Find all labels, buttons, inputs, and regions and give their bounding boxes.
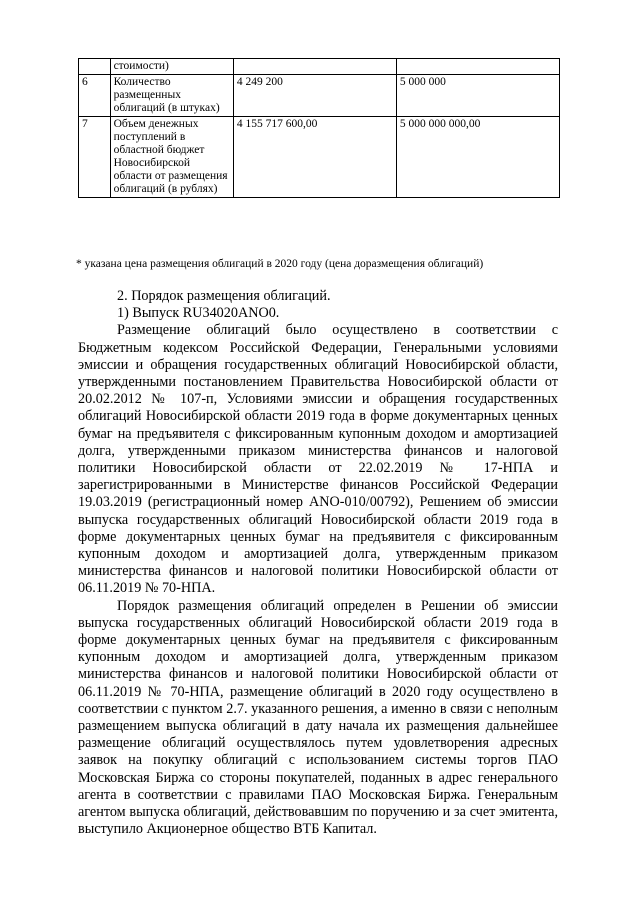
placement-results-table <box>78 58 560 198</box>
row-number <box>79 59 111 75</box>
table-row <box>79 59 560 75</box>
row-value-plan: 5 000 000 <box>396 75 559 117</box>
row-value-2020 <box>233 59 396 75</box>
section-body <box>78 288 558 839</box>
table-footnote: * указана цена размещения облигаций в 2020 году (цена доразмещения облигаций) <box>76 258 484 270</box>
table-row <box>79 75 560 117</box>
row-value-2020: 4 249 200 <box>233 75 396 117</box>
row-value-plan <box>396 59 559 75</box>
paragraph: Размещение облигаций было осуществлено в соответствии с Бюджетным кодексом Российской Федерации, Генеральными условиями эмиссии и обращения государственных облигаций Новосибирской области, утвержденными постановлением Правительства Новосибирской области от 20.02.2012 № 107-п, Условиями эмиссии и обращения государственных облигаций Новосибирской области 2019 года в форме документарных ценных бумаг на предъявителя с фиксированным купонным доходом и амортизацией долга, утвержденными приказом министерства финансов и налоговой политики Новосибирской области от 22.02.2019 № 17-НПА и зарегистрированными в Министерстве финансов Российской Федерации 19.03.2019 (регистрационный номер ANO-010/00792), Решением об эмиссии выпуска государственных облигаций Новосибирской области 2019 года в форме документарных ценных бумаг на предъявителя с фиксированным купонным доходом и амортизацией долга, утвержденным приказом министерства финансов и налоговой политики Новосибирской области от 06.11.2019 № 70-НПА. <box>78 322 558 597</box>
row-number: 6 <box>79 75 111 117</box>
row-value-plan: 5 000 000 000,00 <box>396 117 559 198</box>
paragraph: Порядок размещения облигаций определен в Решении об эмиссии выпуска государственных облигаций Новосибирской области 2019 года в форме документарных ценных бумаг на предъявителя с фиксированным купонным доходом и амортизацией долга, утвержденным приказом министерства финансов и налоговой политики Новосибирской области от 06.11.2019 № 70-НПА, размещение облигаций в 2020 году осуществлено в соответствии с пунктом 2.7. указанного решения, а именно в связи с неполным размещением выпуска облигаций в дату начала их размещения дальнейшее размещение облигаций осуществлялось путем удовлетворения адресных заявок на покупку облигаций с использованием системы торгов ПАО Московская Биржа со стороны покупателей, поданных в адрес генерального агента в соответствии с правилами ПАО Московская Биржа. Генеральным агентом выпуска облигаций, действовавшим по поручению и за счет эмитента, выступило Акционерное общество ВТБ Капитал. <box>78 597 558 838</box>
issue-subheading: 1) Выпуск RU34020ANO0. <box>117 305 280 322</box>
row-indicator: Количество размещенных облигаций (в штуках) <box>110 75 233 117</box>
row-number: 7 <box>79 117 111 198</box>
row-indicator: стоимости) <box>110 59 233 75</box>
row-indicator: Объем денежных поступлений в областной бюджет Новосибирской области от размещения облигаций (в рублях) <box>110 117 233 198</box>
table-row <box>79 117 560 198</box>
row-value-2020: 4 155 717 600,00 <box>233 117 396 198</box>
section-heading: 2. Порядок размещения облигаций. <box>117 288 331 304</box>
